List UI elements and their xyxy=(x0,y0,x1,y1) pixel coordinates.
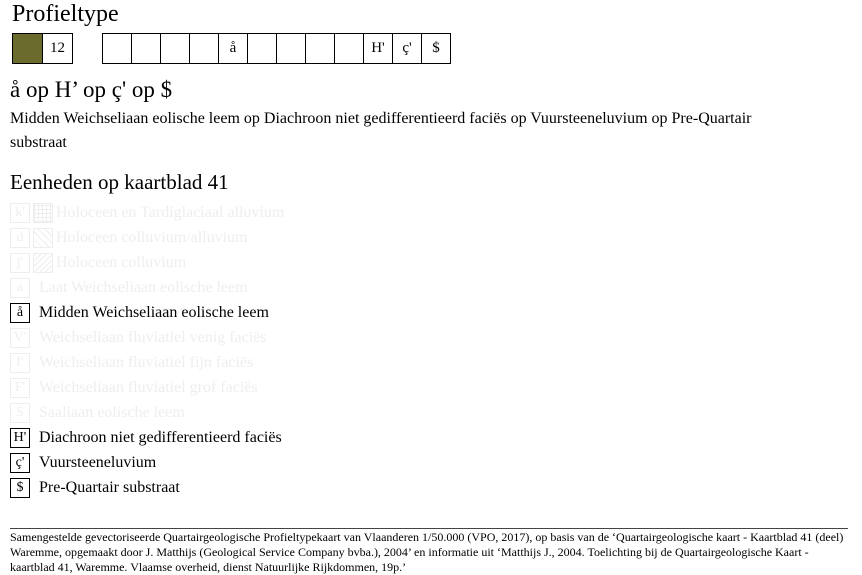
legend-label: Weichseliaan fluviatiel grof faciës xyxy=(39,378,258,396)
legend-item xyxy=(10,475,284,500)
units-heading: Eenheden op kaartblad 41 xyxy=(10,170,229,194)
profile-cell xyxy=(132,34,161,63)
profile-bar xyxy=(12,33,451,64)
legend-item xyxy=(10,225,284,250)
legend-item xyxy=(10,400,284,425)
legend-label: Weichseliaan fluviatiel venig faciës xyxy=(39,328,267,346)
legend-item xyxy=(10,325,284,350)
legend-code: d xyxy=(10,228,30,248)
profile-cell xyxy=(190,34,219,63)
legend-label: Weichseliaan fluviatiel fijn faciës xyxy=(39,353,254,371)
legend-label: Holoceen en Tardiglaciaal alluvium xyxy=(56,203,285,221)
profile-number: 12 xyxy=(43,33,73,64)
units-legend xyxy=(10,200,284,500)
profile-cell xyxy=(306,34,335,63)
profile-cell xyxy=(335,34,364,63)
footer-divider xyxy=(10,528,848,529)
page-title: Profieltype xyxy=(12,1,119,27)
legend-item xyxy=(10,350,284,375)
legend-code: H' xyxy=(10,428,30,448)
legend-code: å xyxy=(10,303,30,323)
legend-code: a xyxy=(10,278,30,298)
profile-formula: å op H’ op ç' op $ xyxy=(10,77,173,102)
legend-pattern-icon xyxy=(33,228,53,248)
profile-cell: $ xyxy=(422,34,451,63)
legend-code: F' xyxy=(10,378,30,398)
legend-item xyxy=(10,300,284,325)
profile-cells xyxy=(102,33,451,64)
legend-item xyxy=(10,200,284,225)
profile-color-swatch xyxy=(12,33,43,64)
legend-label: Diachroon niet gedifferentieerd faciës xyxy=(39,428,282,446)
profile-cell xyxy=(103,34,132,63)
legend-pattern-icon xyxy=(33,203,53,223)
legend-label: Holoceen colluvium/alluvium xyxy=(56,228,248,246)
legend-label: Vuursteeneluvium xyxy=(39,453,157,471)
legend-code: j' xyxy=(10,253,30,273)
legend-item xyxy=(10,250,284,275)
legend-code: f' xyxy=(10,353,30,373)
profile-cell xyxy=(161,34,190,63)
legend-label: Saaliaan eolische leem xyxy=(39,403,185,421)
legend-label: Holoceen colluvium xyxy=(56,253,187,271)
legend-pattern-icon xyxy=(33,253,53,273)
profile-cell xyxy=(277,34,306,63)
profile-cell: ç' xyxy=(393,34,422,63)
legend-code: V' xyxy=(10,328,30,348)
legend-label: Midden Weichseliaan eolische leem xyxy=(39,303,269,321)
profile-cell xyxy=(248,34,277,63)
legend-code: ç' xyxy=(10,453,30,473)
legend-code: k' xyxy=(10,203,30,223)
legend-code: S xyxy=(10,403,30,423)
legend-item xyxy=(10,275,284,300)
profile-cell: H' xyxy=(364,34,393,63)
legend-code: $ xyxy=(10,478,30,498)
profile-cell: å xyxy=(219,34,248,63)
legend-label: Laat Weichseliaan eolische leem xyxy=(39,278,248,296)
legend-label: Pre-Quartair substraat xyxy=(39,478,180,496)
legend-item xyxy=(10,425,284,450)
source-footer: Samengestelde gevectoriseerde Quartairgeologische Profieltypekaart van Vlaanderen 1/50.000 (VPO, 2017), op basis van de ‘Quartairgeologische kaart - Kaartblad 41 (deel) Waremme, opgemaakt door J. Matthijs (Geological Service Company bvba.), 2004’ en informatie uit ‘Matthijs J., 2004. Toelichting bij de Quartairgeologische Kaart - kaartblad 41, Waremme. Vlaamse overheid, dienst Natuurlijke Rijkdommen, 19p.’ xyxy=(10,530,844,574)
profile-description: Midden Weichseliaan eolische leem op Diachroon niet gedifferentieerd faciës op Vuursteeneluvium op Pre-Quartair substraat xyxy=(10,110,752,151)
legend-item xyxy=(10,450,284,475)
legend-item xyxy=(10,375,284,400)
